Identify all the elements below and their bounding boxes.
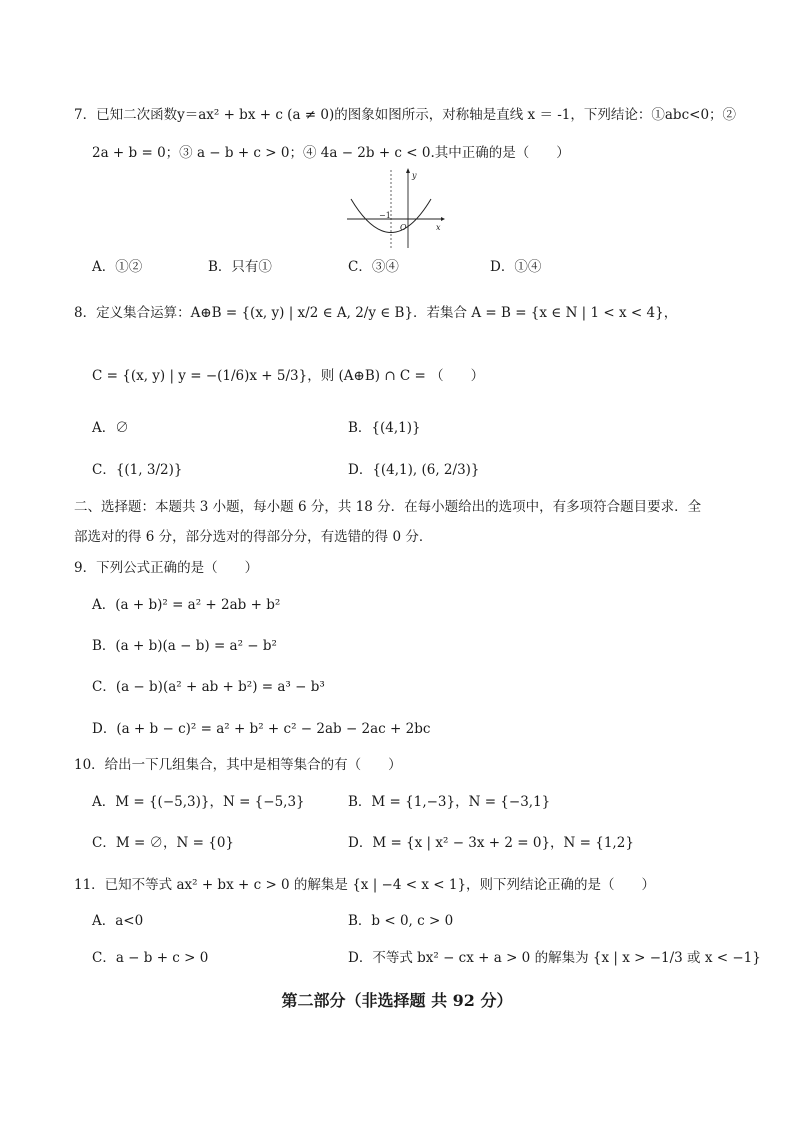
q10-option-a[interactable]: A．M = {(−5,3)}，N = {−5,3} [92, 794, 305, 810]
q11-option-c[interactable]: C．a − b + c > 0 [92, 950, 209, 966]
q7-option-c[interactable]: C．③④ [348, 259, 399, 275]
q10-option-b[interactable]: B．M = {1,−3}，N = {−3,1} [348, 794, 551, 810]
q7-option-a[interactable]: A．①② [92, 259, 143, 275]
q8-stem-line1: 8．定义集合运算：A⊕B = {(x, y) | x/2 ∈ A, 2/y ∈ B}．若集合 A = B = {x ∈ N | 1 < x < 4}， [74, 305, 678, 321]
q9-option-b[interactable]: B．(a + b)(a − b) = a² − b² [92, 638, 277, 654]
q8-option-d[interactable]: D．{(4,1), (6, 2/3)} [348, 462, 480, 478]
q8-option-a[interactable]: A．∅ [92, 420, 129, 436]
q7-stem-line1: 7．已知二次函数y＝ax² + bx + c (a ≠ 0)的图象如图所示，对称轴是直线 x ＝ -1，下列结论：①abc<0；② [74, 107, 737, 123]
q11-stem: 11．已知不等式 ax² + bx + c > 0 的解集是 {x | −4 < x < 1}，则下列结论正确的是（ ） [74, 877, 656, 893]
q8-stem-line2: C = {(x, y) | y = −(1/6)x + 5/3}，则 (A⊕B) ∩ C = （ ） [92, 368, 485, 384]
q7-stem-line2: 2a + b = 0；③ a − b + c > 0；④ 4a − 2b + c < 0.其中正确的是（ ） [92, 145, 570, 161]
q9-option-c[interactable]: C．(a − b)(a² + ab + b²) = a³ − b³ [92, 679, 325, 695]
y-axis-label: y [412, 171, 417, 180]
y-axis-arrow [406, 168, 410, 173]
origin-label: O [400, 223, 407, 232]
section2-line2: 部选对的得 6 分，部分选对的得部分分，有选错的得 0 分． [74, 529, 433, 545]
q9-stem: 9．下列公式正确的是（ ） [74, 560, 259, 576]
q10-option-d[interactable]: D．M = {x | x² − 3x + 2 = 0}，N = {1,2} [348, 835, 634, 851]
q10-option-c[interactable]: C．M = ∅，N = {0} [92, 835, 235, 851]
q7-option-d[interactable]: D．①④ [490, 259, 542, 275]
q10-stem: 10．给出一下几组集合，其中是相等集合的有（ ） [74, 757, 402, 773]
q8-option-c[interactable]: C．{(1, 3/2)} [92, 462, 183, 478]
q8-option-b[interactable]: B．{(4,1)} [348, 420, 421, 436]
q7-parabola-graph [345, 168, 445, 250]
neg-one-label: −1 [379, 211, 391, 220]
x-axis-label: x [436, 223, 441, 232]
x-axis-arrow [441, 217, 445, 221]
part2-title: 第二部分（非选择题 共 92 分） [281, 991, 513, 1010]
section2-line1: 二、选择题：本题共 3 小题，每小题 6 分，共 18 分．在每小题给出的选项中，有多项符合题目要求．全 [74, 499, 702, 515]
q9-option-d[interactable]: D．(a + b − c)² = a² + b² + c² − 2ab − 2ac + 2bc [92, 721, 431, 737]
q7-option-b[interactable]: B．只有① [208, 259, 272, 275]
q11-option-d[interactable]: D．不等式 bx² − cx + a > 0 的解集为 {x | x > −1/3 或 x < −1} [348, 950, 761, 966]
q9-option-a[interactable]: A．(a + b)² = a² + 2ab + b² [92, 597, 281, 613]
q11-option-b[interactable]: B．b < 0, c > 0 [348, 913, 454, 929]
q11-option-a[interactable]: A．a<0 [92, 913, 144, 929]
